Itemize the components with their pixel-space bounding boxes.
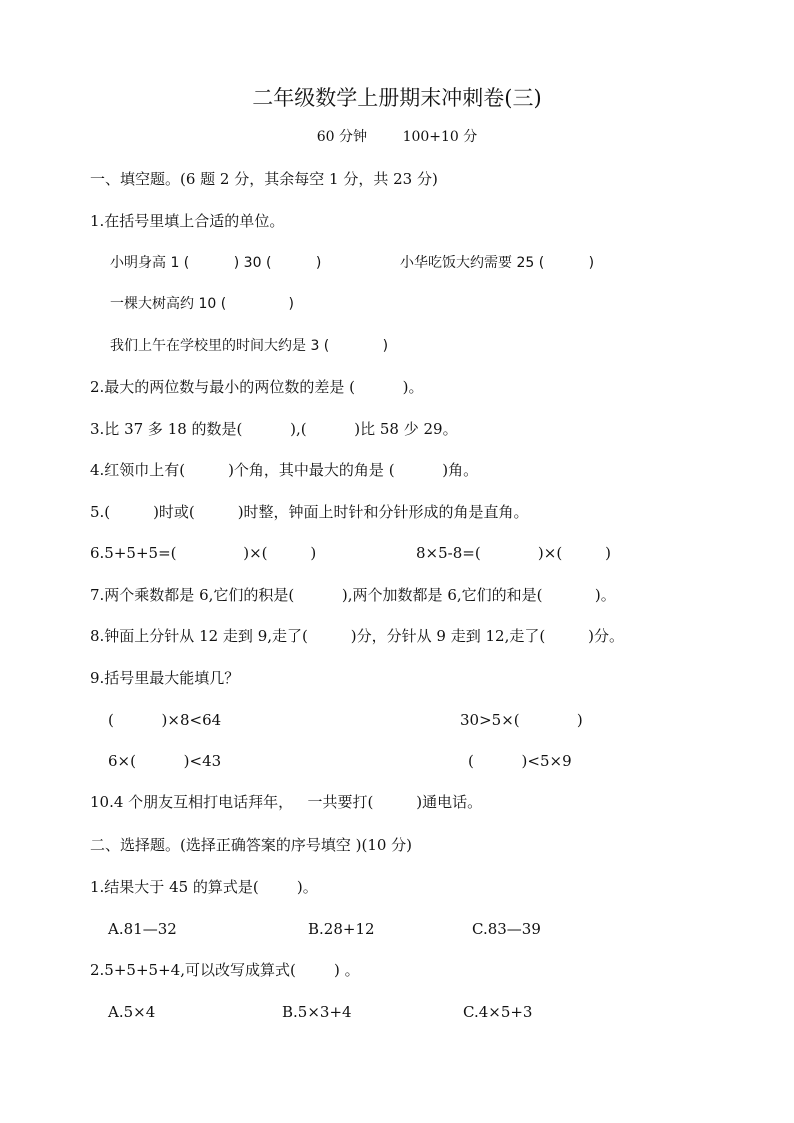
question-1-item-a: 小明身高 1 ( ) 30 ( ) xyxy=(110,255,322,271)
question-2: 2.最大的两位数与最小的两位数的差是 ( )。 xyxy=(90,378,424,396)
section1-heading: 一、填空题。(6 题 2 分，其余每空 1 分，共 23 分) xyxy=(90,170,438,188)
question-8: 8.钟面上分针从 12 走到 9,走了( )分，分针从 9 走到 12,走了( )分。 xyxy=(90,627,624,645)
question-10: 10.4 个朋友互相打电话拜年， 一共要打( )通电话。 xyxy=(90,793,483,811)
choice-question-1-stem: 1.结果大于 45 的算式是( )。 xyxy=(90,878,318,896)
exam-info: 60 分钟 100+10 分 xyxy=(316,129,478,145)
question-6-a: 6.5+5+5=( )×( ) xyxy=(90,544,317,562)
choice-1-option-a: A.81—32 xyxy=(108,920,177,938)
question-1-item-c: 一棵大树高约 10 ( ) xyxy=(110,296,294,312)
choice-2-option-b: B.5×3+4 xyxy=(282,1003,352,1021)
question-1-item-b: 小华吃饭大约需要 25 ( ) xyxy=(400,255,595,271)
question-9-item-d: ( )<5×9 xyxy=(468,752,572,770)
question-3: 3.比 37 多 18 的数是( ),( )比 58 少 29。 xyxy=(90,420,458,438)
question-4: 4.红领巾上有( )个角，其中最大的角是 ( )角。 xyxy=(90,461,479,479)
question-7: 7.两个乘数都是 6,它们的积是( ),两个加数都是 6,它们的和是( )。 xyxy=(90,586,616,604)
question-9-stem: 9.括号里最大能填几？ xyxy=(90,669,240,687)
question-9-item-b: 30>5×( ) xyxy=(460,711,583,729)
question-9-item-a: ( )×8<64 xyxy=(108,711,222,729)
choice-2-option-c: C.4×5+3 xyxy=(463,1003,533,1021)
choice-question-2-stem: 2.5+5+5+4,可以改写成算式( ) 。 xyxy=(90,961,360,979)
question-5: 5.( )时或( )时整，钟面上时针和分针形成的角是直角。 xyxy=(90,503,529,521)
page-title: 二年级数学上册期末冲刺卷(三) xyxy=(252,86,542,110)
choice-1-option-b: B.28+12 xyxy=(308,920,375,938)
section2-heading: 二、选择题。(选择正确答案的序号填空 )(10 分) xyxy=(90,836,413,854)
choice-1-option-c: C.83—39 xyxy=(472,920,541,938)
question-9-item-c: 6×( )<43 xyxy=(108,752,222,770)
choice-2-option-a: A.5×4 xyxy=(108,1003,156,1021)
question-1-item-d: 我们上午在学校里的时间大约是 3 ( ) xyxy=(110,338,389,354)
question-1-stem: 1.在括号里填上合适的单位。 xyxy=(90,212,285,230)
question-6-b: 8×5-8=( )×( ) xyxy=(416,544,611,562)
